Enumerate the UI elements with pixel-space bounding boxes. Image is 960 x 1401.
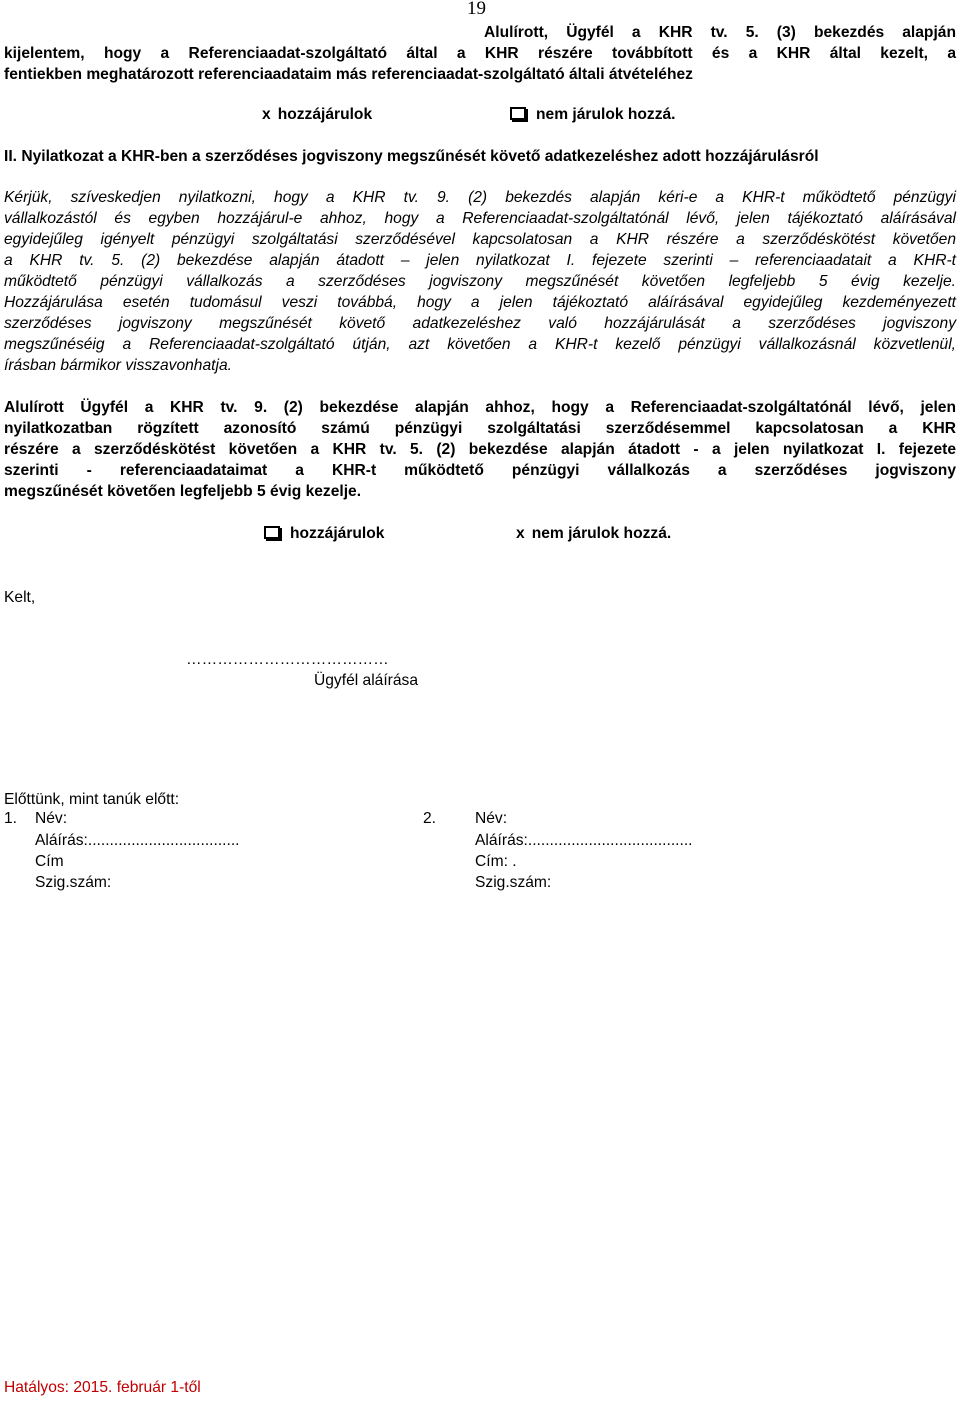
- option-label: hozzájárulok: [290, 525, 385, 542]
- paragraph-line: fentiekben meghatározott referenciaadataim más referenciaadat-szolgáltató általi átvételéhez: [4, 66, 693, 83]
- option-label: hozzájárulok: [277, 106, 373, 123]
- witness-1-id: Szig.szám:: [35, 874, 112, 891]
- paragraph-line: nyilatkozatban rögzített azonosító számú pénzügyi szolgáltatási szerződésemmel kapcsolatosan a KHR: [4, 420, 956, 437]
- checked-mark: x: [262, 106, 271, 123]
- paragraph-line: Hozzájárulása esetén tudomásul veszi továbbá, hogy a jelen tájékoztató aláírásával egyidejűleg kezdeményezett: [4, 294, 956, 311]
- validity-footer: Hatályos: 2015. február 1-től: [4, 1379, 201, 1396]
- consent-paragraph-2: [4, 397, 956, 502]
- witness-2-address: Cím: .: [475, 853, 517, 870]
- witness-2-signature: Aláírás:......................................: [475, 832, 693, 849]
- paragraph-line: megszűnését követően legfeljebb 5 évig kezelje.: [4, 483, 362, 500]
- option-label: nem járulok hozzá.: [531, 525, 672, 542]
- request-paragraph: [4, 187, 956, 376]
- witness-1-name: Név:: [35, 810, 68, 827]
- paragraph-line: vállalkozástól és egyben hozzájárul-e ahhoz, hogy a Referenciaadat-szolgáltatónál lévő, jelen tájékoztató aláírásával: [4, 210, 956, 227]
- witness-2-name: Név:: [475, 810, 508, 827]
- signature-label: Ügyfél aláírása: [314, 672, 419, 689]
- paragraph-line: szerződéses jogviszony megszűnését követő adatkezeléshez való hozzájárulását a szerződéses jogviszony: [4, 315, 956, 332]
- witness-1-address: Cím: [35, 853, 64, 870]
- paragraph-line: a KHR tv. 5. (2) bekezdése alapján átadott – jelen nyilatkozat I. fejezete szerinti – referenciaadatait a KHR-t: [4, 252, 956, 269]
- checkbox-empty-icon[interactable]: [510, 107, 526, 120]
- paragraph-line: egyidejűleg igényelt pénzügyi szolgáltatási szerződésével kapcsolatosan a KHR részére a szerződéskötést követően: [4, 231, 956, 248]
- paragraph-line: szerinti - referenciaadataimat a KHR-t működtető pénzügyi vállalkozás a szerződéses jogviszony: [4, 462, 956, 479]
- heading-text: II. Nyilatkozat a KHR-ben a szerződéses jogviszony megszűnését követő adatkezeléshez adott hozzájárulásról: [4, 148, 819, 165]
- section-2-heading: [4, 146, 956, 167]
- signature-line: …………………………………: [186, 651, 389, 668]
- paragraph-line: működtető pénzügyi vállalkozás a szerződéses jogviszony megszűnését követően legfeljebb 5 évig kezelje.: [4, 273, 956, 290]
- date-label: Kelt,: [4, 589, 36, 606]
- paragraph-line: kijelentem, hogy a Referenciaadat-szolgáltató által a KHR részére továbbított és a KHR által kezelt, a: [4, 45, 956, 62]
- witness-2-id: Szig.szám:: [475, 874, 552, 891]
- paragraph-line: Kérjük, szíveskedjen nyilatkozni, hogy a KHR tv. 9. (2) bekezdés alapján kéri-e a KHR-t működtető pénzügyi: [4, 189, 956, 206]
- consent-paragraph-1: [4, 22, 956, 85]
- option-agree-2[interactable]: [264, 523, 384, 544]
- witness-1-signature: Aláírás:...................................: [35, 832, 240, 849]
- option-disagree-2[interactable]: [516, 523, 671, 544]
- witness-1-number: 1.: [4, 810, 18, 827]
- checked-mark: x: [516, 525, 525, 542]
- option-agree-1[interactable]: [262, 104, 372, 125]
- checkbox-empty-icon[interactable]: [264, 526, 280, 539]
- paragraph-line: részére a szerződéskötést követően a KHR tv. 5. (2) bekezdése alapján átadott - a jelen nyilatkozat I. fejezete: [4, 441, 956, 458]
- option-label: nem járulok hozzá.: [536, 106, 676, 123]
- paragraph-line: megszűnéséig a Referenciaadat-szolgáltató útján, azt követően a KHR-t kezelő pénzügyi vállalkozásnál közvetlenül,: [4, 336, 956, 353]
- paragraph-line: Alulírott, Ügyfél a KHR tv. 5. (3) bekezdés alapján: [484, 24, 956, 41]
- witness-intro: Előttünk, mint tanúk előtt:: [4, 791, 180, 808]
- option-disagree-1[interactable]: [510, 104, 676, 125]
- witness-2-number: 2.: [423, 810, 437, 827]
- paragraph-line: írásban bármikor visszavonhatja.: [4, 357, 232, 374]
- page-number: 19: [467, 0, 486, 19]
- paragraph-line: Alulírott Ügyfél a KHR tv. 9. (2) bekezdése alapján ahhoz, hogy a Referenciaadat-szolgáltatónál lévő, jelen: [4, 399, 956, 416]
